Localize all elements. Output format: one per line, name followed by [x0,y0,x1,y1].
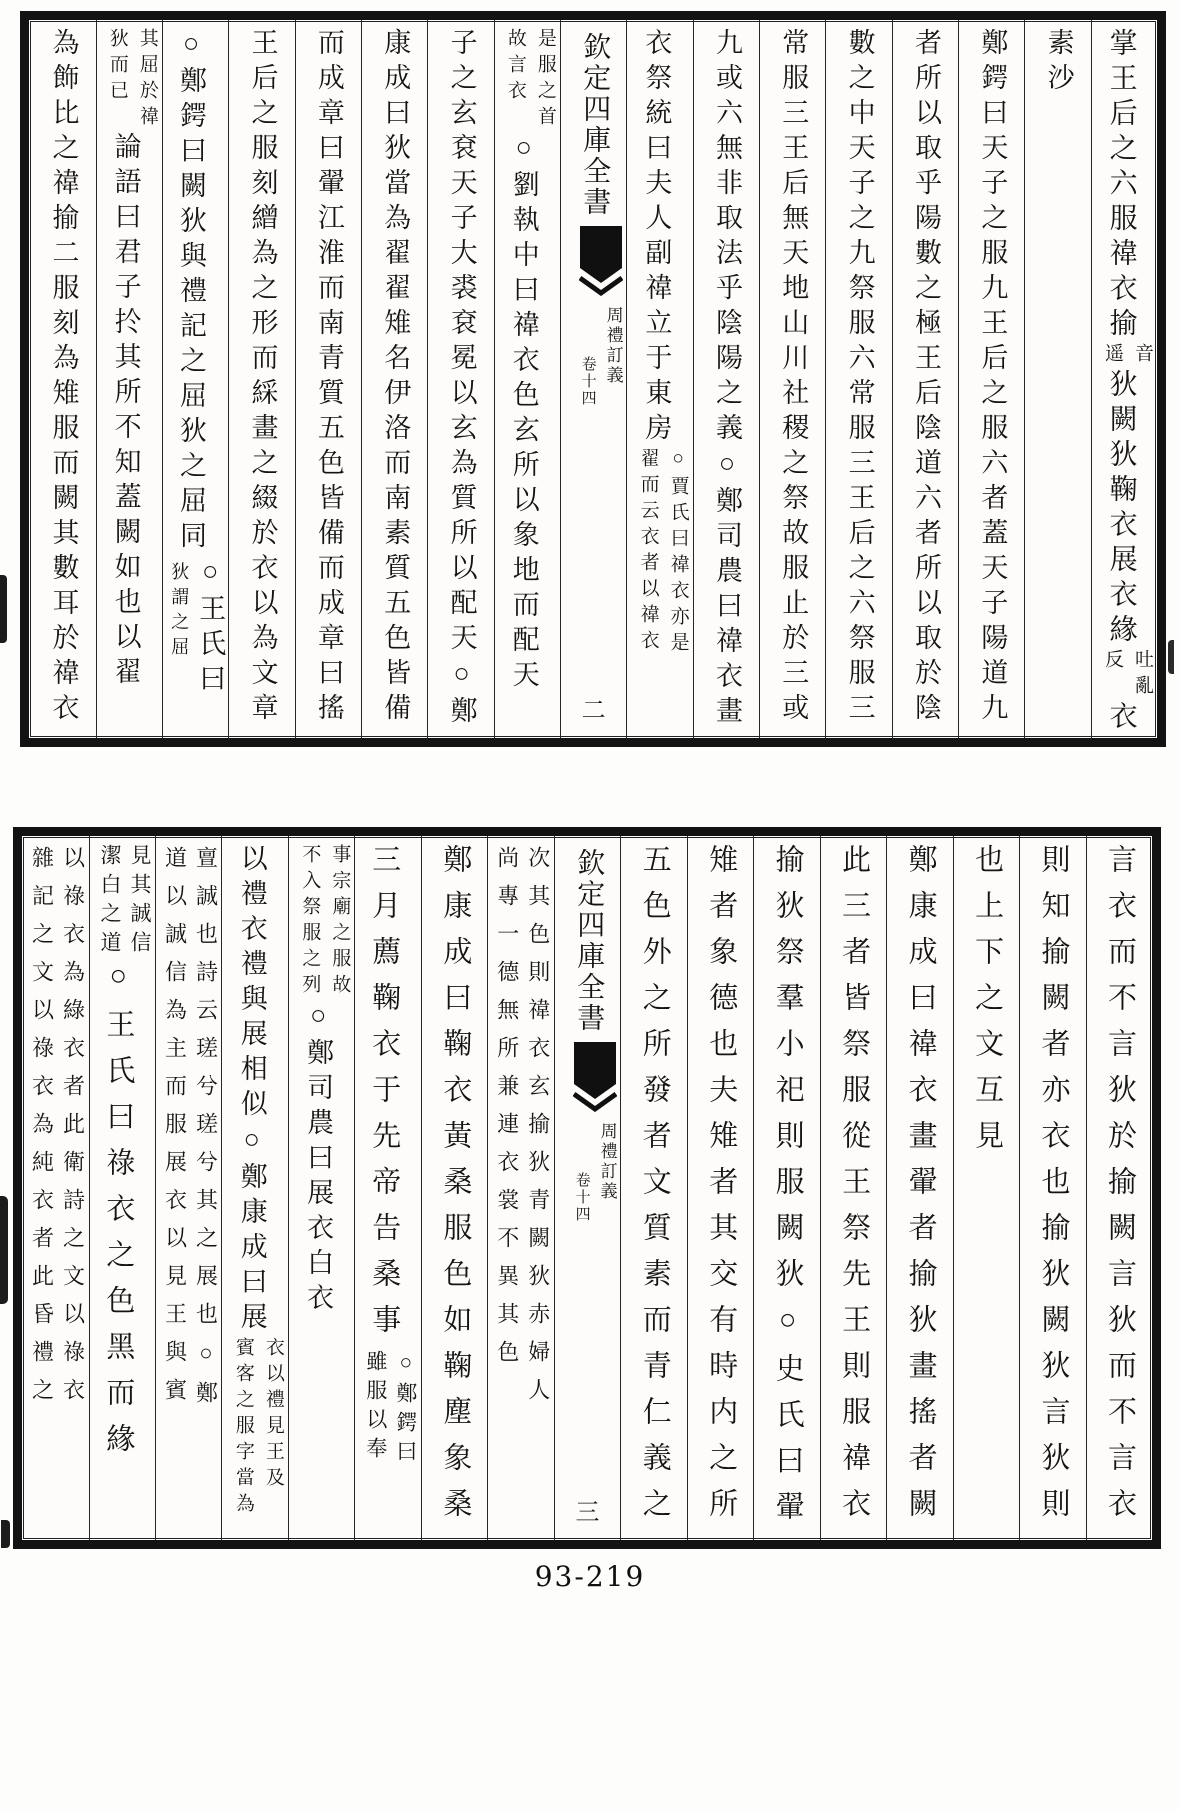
column-text: 則知揄闕者亦衣也揄狄闕狄言狄則 [1037,844,1070,1534]
column-text: 揄狄祭羣小祀則服闕狄○史氏曰翬 [771,844,804,1537]
annotation-left-subcolumn: 遥 [1102,343,1123,369]
annotation-right-subcolumn: 次其色則禕衣玄揄狄青闕狄赤婦人 [525,846,551,1416]
banxin-spine-column [554,836,620,1540]
text-column-r14 [228,20,294,738]
mixed-big-text: ○王氏曰 [195,556,226,699]
juan-number: 卷十四 [579,356,596,407]
bottom-page-frame [13,827,1161,1549]
text-column-r13 [295,20,361,738]
column-text: 鄭鍔曰天子之服九王后之服六者蓋天子陽道九 [977,28,1008,728]
text-column-r12 [361,20,427,738]
annotation-right-subcolumn: 見其誠信 [127,844,152,960]
annotation-left-subcolumn: 故言衣 [504,28,526,106]
text-column-r11 [421,836,487,1540]
inline-annotation [1097,649,1157,701]
annotation-right-subcolumn: 事宗廟之服故 [329,844,351,1000]
folio-page-number: 三 [575,1500,600,1526]
annotation-left-subcolumn: 賓客之服字當為 [232,1337,254,1519]
column-text: 以禮衣禮與展相似○鄭康成曰展 [236,844,267,1337]
annotation-left-subcolumn: 道以誠信為主而服展衣以見王與賓 [162,846,188,1416]
text-column-r6 [759,20,825,738]
text-column-r16 [96,20,162,738]
text-column-r8 [626,20,692,738]
fishtail-ornament [579,226,623,296]
column-text: 衣祭統曰夫人副禕立于東房 [641,28,672,448]
book-title: 周禮訂義 [603,306,623,386]
text-column-r10 [487,836,553,1540]
column-text: 三月薦鞠衣于先帝告桑事 [368,844,401,1350]
column-text: 為飾比之禕揄二服刻為雉服而闕其數耳於禕衣 [48,28,79,728]
column-text: ○王氏曰祿衣之色黑而緣 [102,960,135,1469]
inline-annotation [492,846,554,1416]
folio-page-number: 二 [581,698,606,724]
spine-book-label [570,1122,620,1223]
annotation-right-subcolumn: 其屈於禕 [136,28,158,132]
text-column-r6 [753,836,819,1540]
annotation-right-subcolumn: 亶誠也詩云瑳兮瑳兮其之展也○鄭 [193,846,219,1419]
column-text: 素沙 [1043,28,1074,98]
text-column-r17 [29,20,95,738]
column-text: 者所以取乎陽數之極王后陰道六者所以取於陰 [910,28,941,728]
text-column-r13 [288,836,354,1540]
column-text: 數之中天子之九祭服六常服三王后之六祭服三 [844,28,875,728]
column-text: 康成曰狄當為翟翟雉名伊洛而南素質五色皆備 [380,28,411,728]
inline-annotation [633,448,693,658]
inline-annotation [294,844,354,1000]
spine-book-label [576,306,626,407]
annotation-left-subcolumn: 尚專一德無所兼連衣裳不異其色 [494,846,520,1378]
scan-artifact [0,575,7,643]
text-column-r17 [22,836,88,1540]
scan-artifact [1168,640,1174,674]
text-column-r3 [958,20,1024,738]
text-column-r2 [1024,20,1090,738]
scan-artifact [0,1196,8,1304]
fishtail-ornament [573,1042,617,1112]
inline-annotation [102,28,162,132]
column-text: ○鄭司農曰展衣白衣 [303,1000,334,1318]
column-text: 常服三王后無天地山川社稷之祭故服止於三或 [778,28,809,728]
column-text: 言衣而不言狄於揄闕言狄而不言衣 [1104,844,1136,1534]
text-column-r8 [620,836,686,1540]
annotation-right-subcolumn: ○賈氏曰禕衣亦是 [667,448,689,658]
text-column-r14 [221,836,287,1540]
annotation-right-subcolumn: 衣以禮見王及 [262,1337,284,1493]
column-text: 王后之服刻繒為之形而綵畫之綴於衣以為文章 [247,28,278,728]
mixed-small-text: 狄謂之屈 [169,562,190,662]
column-text: 子之玄袞天子大裘袞冕以玄為質所以配天○鄭 [446,28,477,731]
scan-artifact [1,1520,10,1548]
text-column-r7 [687,836,753,1540]
column-text: ○劉執中曰禕衣色玄所以象地而配天 [508,132,539,695]
column-text: 衣 [1105,701,1137,736]
annotation-left-subcolumn: 狄而已 [106,28,128,106]
column-text: 也上下之文互見 [971,844,1004,1166]
inline-annotation [95,844,155,960]
annotation-right-subcolumn: 是服之首 [534,28,556,132]
annotation-left-subcolumn: 不入祭服之列 [299,844,321,1000]
text-column-r15 [155,836,221,1540]
annotation-left-subcolumn: 潔白之道 [97,844,122,960]
text-column-r10 [494,20,560,738]
column-text: 狄闕狄鞠衣展衣緣 [1105,369,1137,649]
column-text: 此三者皆祭服從王祭先王則服禕衣 [838,844,871,1534]
column-text: 而成章曰翬江淮而南青質五色皆備而成章曰搖 [313,28,344,728]
annotation-right-subcolumn: ○鄭鍔曰 [393,1350,418,1469]
inline-annotation [27,846,89,1416]
inline-annotation [159,846,221,1419]
siku-title: 欽定四庫全書 [579,32,611,218]
text-column-r16 [89,836,155,1540]
annotation-left-subcolumn: 反 [1102,649,1123,675]
column-text: 掌王后之六服禕衣揄 [1105,28,1137,343]
text-column-r5 [825,20,891,738]
annotation-right-subcolumn: 吐亂 [1132,649,1153,701]
text-column-r4 [886,836,952,1540]
plate-number: 93-219 [534,1560,646,1593]
siku-title: 欽定四庫全書 [573,848,605,1034]
top-page-frame [20,11,1166,747]
text-column-r7 [693,20,759,738]
inline-annotation [228,1337,288,1519]
inline-annotation [361,1350,421,1469]
text-column-r3 [953,836,1019,1540]
annotation-right-subcolumn: 音 [1132,343,1153,369]
text-column-r1 [1086,836,1152,1540]
column-text: 五色外之所發者文質素而青仁義之 [638,844,671,1534]
annotation-right-subcolumn: 以祿衣為綠衣者此衛詩之文以祿衣 [60,846,86,1416]
column-text: 鄭康成曰禕衣畫翬者揄狄畫搖者闕 [904,844,937,1534]
book-title: 周禮訂義 [597,1122,617,1202]
banxin-spine-column [560,20,626,738]
annotation-left-subcolumn: 雖服以奉 [363,1350,388,1466]
text-column-r1 [1091,20,1157,738]
text-column-r4 [892,20,958,738]
text-column-r2 [1019,836,1085,1540]
juan-number: 卷十四 [573,1172,590,1223]
column-text: 九或六無非取法乎陰陽之義○鄭司農曰禕衣畫 [711,28,742,731]
text-column-r15 [162,20,228,738]
text-column-r5 [820,836,886,1540]
annotation-left-subcolumn: 雜記之文以祿衣為純衣者此昏禮之 [29,846,55,1416]
inline-annotation [1097,343,1157,369]
column-text: 論語曰君子扵其所不知蓋闕如也以翟 [110,132,141,692]
column-text: 鄭康成曰鞠衣黃桑服色如鞠塵象桑 [439,844,472,1534]
text-column-r11 [427,20,493,738]
text-column-r12 [354,836,420,1540]
annotation-left-subcolumn: 翟而云衣者以禕衣 [637,448,659,656]
column-text: ○鄭鍔曰闕狄與禮記之屈狄之屈同 [175,28,206,556]
inline-annotation [500,28,560,132]
mixed-annotation [166,556,228,699]
column-text: 雉者象德也夫雉者其交有時内之所 [705,844,738,1534]
